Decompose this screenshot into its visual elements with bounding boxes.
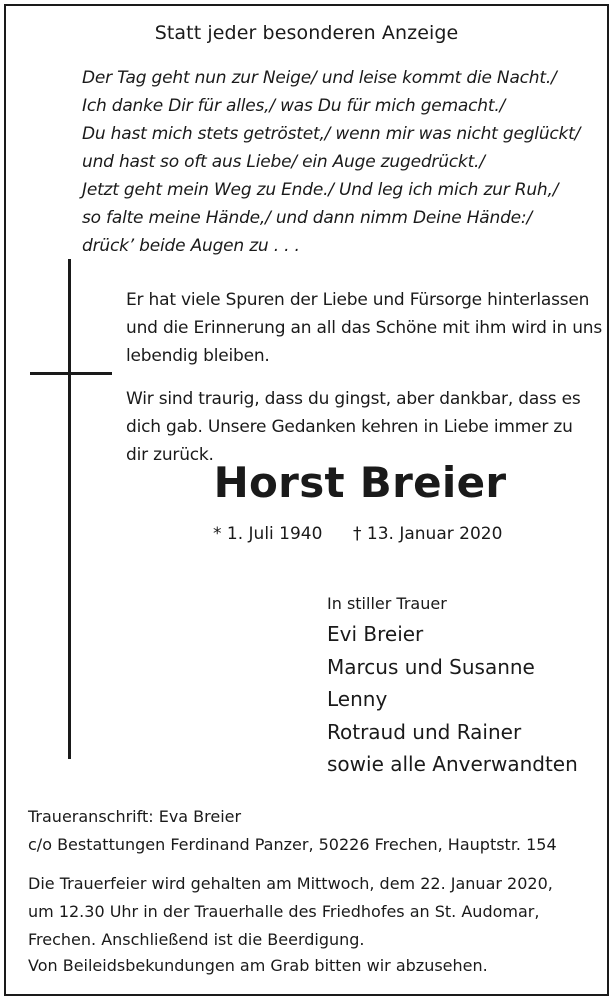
poem-line: Du hast mich stets getröstet,/ wenn mir was nicht geglückt/ [82, 124, 581, 144]
mourner-name: sowie alle Anverwandten [327, 752, 578, 776]
paragraph-line: Wir sind traurig, dass du gingst, aber dankbar, dass es [126, 389, 581, 409]
mourners-intro: In stiller Trauer [327, 594, 447, 613]
mourner-name: Evi Breier [327, 622, 424, 646]
paragraph-line: dich gab. Unsere Gedanken kehren in Liebe immer zu [126, 417, 573, 437]
mourners-list [327, 590, 578, 781]
notice-header: Statt jeder besonderen Anzeige [154, 22, 459, 44]
ceremony-line: Frechen. Anschließend ist die Beerdigung. [28, 930, 365, 949]
cross-icon-bar [30, 372, 112, 375]
cross-icon [68, 259, 71, 759]
poem-line: Der Tag geht nun zur Neige/ und leise kommt die Nacht./ [82, 68, 557, 88]
birth-date: * 1. Juli 1940 [213, 524, 323, 544]
deceased-name: Horst Breier [213, 458, 507, 507]
paragraph-line: lebendig bleiben. [126, 346, 270, 366]
poem-line: so falte meine Hände,/ und dann nimm Deine Hände:/ [82, 208, 532, 228]
address-line: Traueranschrift: Eva Breier [28, 807, 242, 826]
death-date: † 13. Januar 2020 [353, 524, 503, 544]
address-line: c/o Bestattungen Ferdinand Panzer, 50226 Frechen, Hauptstr. 154 [28, 835, 557, 854]
closing-note: Von Beileidsbekundungen am Grab bitten wir abzusehen. [28, 956, 488, 975]
poem-line: und hast so oft aus Liebe/ ein Auge zugedrückt./ [82, 152, 485, 172]
paragraph-line: und die Erinnerung an all das Schöne mit ihm wird in uns [126, 318, 603, 338]
poem [82, 64, 582, 260]
poem-line: Jetzt geht mein Weg zu Ende./ Und leg ich mich zur Ruh,/ [82, 180, 559, 200]
paragraph-line: dir zurück. [126, 445, 214, 465]
mourner-name: Rotraud und Rainer [327, 719, 522, 744]
mourning-address [28, 803, 557, 859]
poem-line: Ich danke Dir für alles,/ was Du für mich gemacht./ [82, 96, 506, 116]
remembrance-paragraph [126, 286, 603, 370]
poem-line: drück’ beide Augen zu . . . [82, 236, 300, 256]
funeral-ceremony-info [28, 870, 553, 954]
ceremony-line: um 12.30 Uhr in der Trauerhalle des Friedhofes an St. Audomar, [28, 902, 540, 921]
ceremony-line: Die Trauerfeier wird gehalten am Mittwoch, dem 22. Januar 2020, [28, 874, 553, 893]
mourner-name: Marcus und Susanne [327, 654, 535, 679]
mourner-name: Lenny [327, 687, 388, 711]
farewell-paragraph [126, 385, 596, 469]
paragraph-line: Er hat viele Spuren der Liebe und Fürsorge hinterlassen [126, 290, 590, 310]
